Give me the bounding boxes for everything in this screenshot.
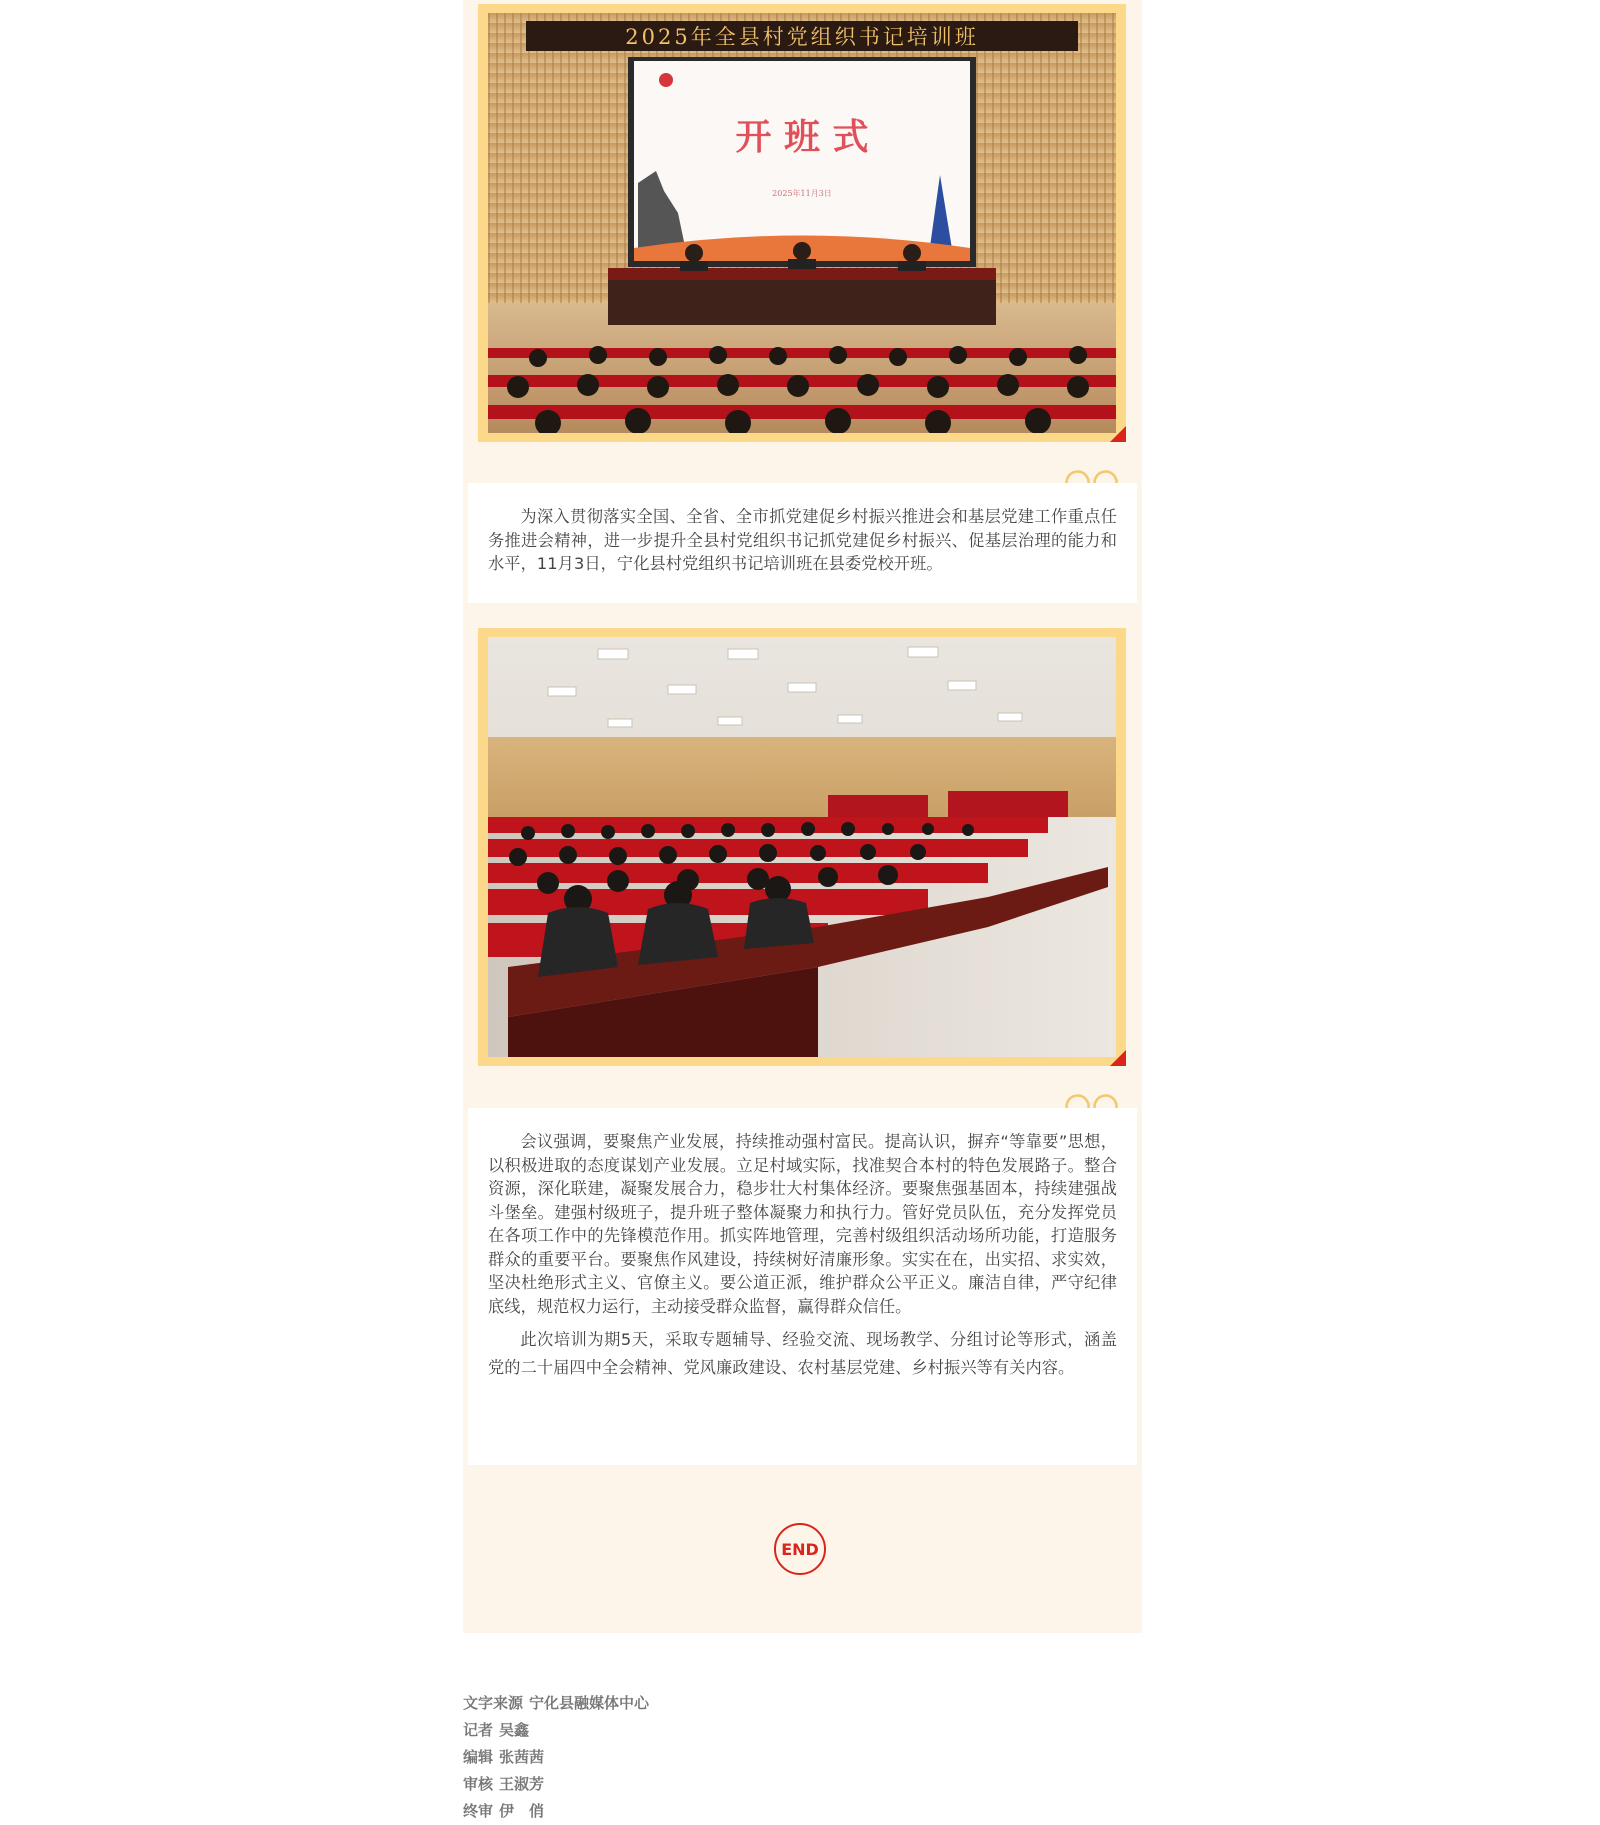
credit-value: 王淑芳 <box>499 1775 545 1793</box>
credit-row <box>463 1771 863 1798</box>
text-card-1 <box>468 483 1137 603</box>
credit-label: 文字来源 <box>463 1694 524 1712</box>
opening-ceremony-photo[interactable] <box>488 13 1116 433</box>
frame-corner-accent <box>1110 426 1126 442</box>
banner-text: 2025年全县村党组织书记培训班 <box>625 25 979 49</box>
credit-row <box>463 1744 863 1771</box>
photo-frame-2 <box>478 628 1126 1066</box>
credit-row <box>463 1690 863 1717</box>
credit-label: 编辑 <box>463 1748 494 1766</box>
text-card-2 <box>468 1108 1137 1465</box>
screen-title-text: 开 班 式 <box>735 116 869 158</box>
credit-row <box>463 1717 863 1744</box>
paragraph-training-details: 此次培训为期5天，采取专题辅导、经验交流、现场教学、分组讨论等形式，涵盖党的二十届四中全会精神、党风廉政建设、农村基层党建、乡村振兴等有关内容。 <box>488 1330 1117 1377</box>
screen-date-text: 2025年11月3日 <box>772 189 832 198</box>
credit-label: 终审 <box>463 1802 494 1820</box>
credit-label: 记者 <box>463 1721 494 1739</box>
paragraph-intro: 为深入贯彻落实全国、全省、全市抓党建促乡村振兴推进会和基层党建工作重点任务推进会精神，进一步提升全县村党组织书记抓党建促乡村振兴、促基层治理的能力和水平，11月3日，宁化县村党组织书记培训班在县委党校开班。 <box>488 507 1117 573</box>
credit-value: 宁化县融媒体中心 <box>529 1694 650 1712</box>
credit-value: 伊 俏 <box>499 1802 545 1820</box>
credit-label: 审核 <box>463 1775 494 1793</box>
article-body <box>463 0 1142 1633</box>
end-badge <box>774 1523 826 1575</box>
credit-value: 吴鑫 <box>499 1721 530 1739</box>
frame-corner-accent <box>1110 1050 1126 1066</box>
training-audience-photo[interactable] <box>488 637 1116 1057</box>
end-label: END <box>781 1539 819 1559</box>
credit-row <box>463 1798 863 1825</box>
photo-frame-1 <box>478 4 1126 442</box>
paragraph-meeting-emphasis: 会议强调，要聚焦产业发展，持续推动强村富民。提高认识，摒弃“等靠要”思想，以积极进取的态度谋划产业发展。立足村域实际，找准契合本村的特色发展路子。整合资源，深化联建，凝聚发展合力，稳步壮大村集体经济。要聚焦强基固本，持续建强战斗堡垒。建强村级班子，提升班子整体凝聚力和执行力。管好党员队伍，充分发挥党员在各项工作中的先锋模范作用。抓实阵地管理，完善村级组织活动场所功能，打造服务群众的重要平台。要聚焦作风建设，持续树好清廉形象。实实在在，出实招、求实效，坚决杜绝形式主义、官僚主义。要公道正派，维护群众公平正义。廉洁自律，严守纪律底线，规范权力运行，主动接受群众监督，赢得群众信任。 <box>488 1132 1117 1316</box>
credit-value: 张茜茜 <box>499 1748 545 1766</box>
article-credits <box>463 1690 863 1825</box>
